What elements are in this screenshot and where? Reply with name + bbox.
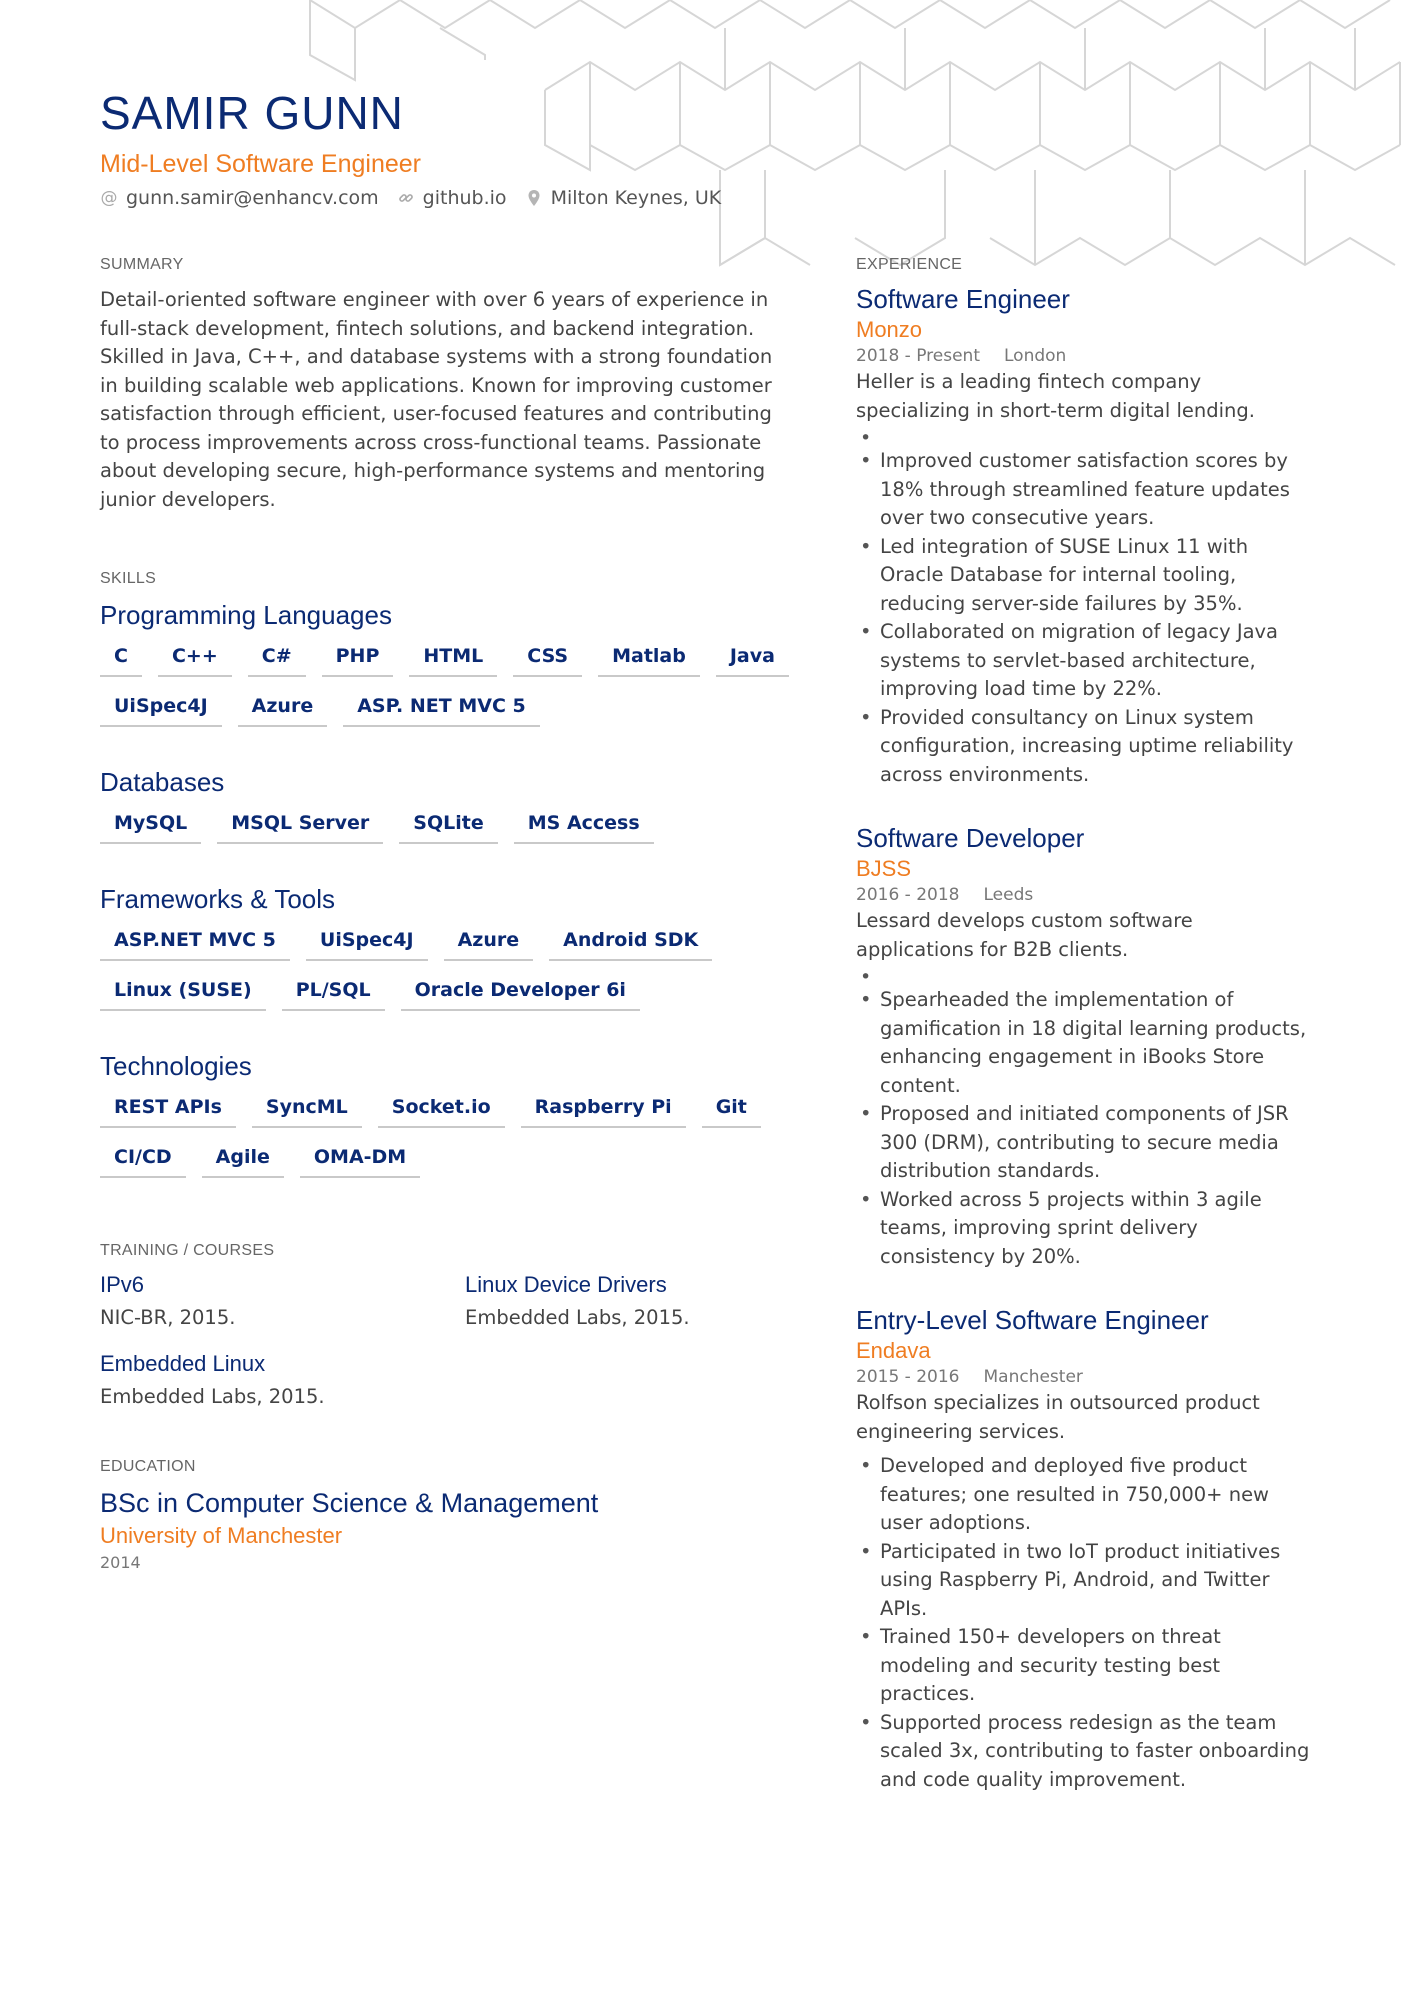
- skill-tag: PL/SQL: [282, 979, 385, 1011]
- course-item: [100, 1272, 465, 1329]
- job-meta: [856, 1367, 1316, 1387]
- job-location: London: [1004, 346, 1067, 366]
- skill-group-databases: [100, 767, 790, 844]
- skill-tags: [100, 929, 790, 1011]
- course-title: IPv6: [100, 1272, 145, 1297]
- education-section: [100, 1458, 790, 1572]
- education-school: University of Manchester: [100, 1523, 343, 1548]
- skill-tag: CI/CD: [100, 1146, 186, 1178]
- job-description: Lessard develops custom software applications for B2B clients.: [856, 909, 1193, 961]
- education-heading: EDUCATION: [100, 1458, 196, 1475]
- skill-tag: UiSpec4J: [100, 695, 222, 727]
- course-title: Embedded Linux: [100, 1351, 266, 1376]
- job-bullets: [856, 447, 1316, 789]
- skill-tag: MySQL: [100, 812, 201, 844]
- job-entry: [856, 284, 1316, 789]
- job-meta: [856, 346, 1316, 366]
- skill-tag: Java: [716, 645, 789, 677]
- job-bullet: • Provided consultancy on Linux system configuration, increasing uptime reliability across environments.: [856, 704, 1316, 790]
- skill-tags: [100, 812, 790, 844]
- training-section: [100, 1242, 790, 1408]
- job-bullet: • Led integration of SUSE Linux 11 with Oracle Database for internal tooling, reducing server-side failures by 35%.: [856, 533, 1316, 619]
- skill-tag: Azure: [238, 695, 328, 727]
- contact-info: [100, 187, 721, 209]
- contact-location: [525, 187, 722, 209]
- skill-tags: [100, 1096, 790, 1178]
- candidate-name: SAMIR GUNN: [100, 87, 404, 139]
- job-title: Entry-Level Software Engineer: [856, 1305, 1209, 1335]
- skill-tags: [100, 645, 790, 727]
- job-bullets: [856, 1452, 1316, 1794]
- skill-tag: OMA-DM: [300, 1146, 420, 1178]
- skill-group-title: Frameworks & Tools: [100, 884, 336, 914]
- skill-tag: UiSpec4J: [306, 929, 428, 961]
- skill-tag: C#: [248, 645, 306, 677]
- skill-group-title: Databases: [100, 767, 225, 797]
- contact-email[interactable]: [100, 187, 379, 209]
- skill-group-technologies: [100, 1051, 790, 1178]
- skill-group-programming-languages: [100, 600, 790, 727]
- skills-heading: SKILLS: [100, 570, 157, 587]
- summary-text: Detail-oriented software engineer with over 6 years of experience in full-stack development, fintech solutions, and backend integration. Skilled in Java, C++, and database systems with a strong foundation in building scalable web applications. Known for improving customer satisfaction through efficient, user-focused features and contributing to process improvements across cross-functional teams. Passionate about developing secure, high-performance systems and mentoring junior developers.: [100, 288, 773, 511]
- skill-tag: MSQL Server: [217, 812, 383, 844]
- job-location: Manchester: [983, 1367, 1083, 1387]
- skill-tag: C++: [158, 645, 232, 677]
- job-title: Software Developer: [856, 823, 1085, 853]
- skill-tag: Agile: [202, 1146, 284, 1178]
- skill-tag: Oracle Developer 6i: [401, 979, 640, 1011]
- skill-group-title: Programming Languages: [100, 600, 392, 630]
- skill-tag: PHP: [322, 645, 394, 677]
- skill-tag: Azure: [444, 929, 534, 961]
- job-bullet: • Proposed and initiated components of JSR 300 (DRM), contributing to secure media distribution standards.: [856, 1100, 1316, 1186]
- skill-tag: ASP.NET MVC 5: [100, 929, 290, 961]
- skill-tag: Socket.io: [378, 1096, 505, 1128]
- training-list: [100, 1272, 790, 1408]
- job-bullet: • Spearheaded the implementation of gamification in 18 digital learning products, enhancing engagement in iBooks Store content.: [856, 986, 1316, 1100]
- job-bullet: • Worked across 5 projects within 3 agile teams, improving sprint delivery consistency by 20%.: [856, 1186, 1316, 1272]
- bullet-marker: [856, 433, 1316, 447]
- bullet-marker: [856, 972, 1316, 986]
- skill-tag: SyncML: [252, 1096, 362, 1128]
- skill-tag: CSS: [513, 645, 582, 677]
- skill-tag: C: [100, 645, 142, 677]
- course-item: [100, 1351, 465, 1408]
- job-bullet: • Improved customer satisfaction scores by 18% through streamlined feature updates over two consecutive years.: [856, 447, 1316, 533]
- education-degree: BSc in Computer Science & Management: [100, 1488, 599, 1518]
- left-column: [100, 256, 790, 1572]
- skills-section: [100, 570, 790, 1178]
- skill-tag: Linux (SUSE): [100, 979, 266, 1011]
- contact-website-text: github.io: [422, 187, 507, 209]
- contact-location-text: Milton Keynes, UK: [550, 187, 722, 209]
- job-location: Leeds: [983, 885, 1034, 905]
- job-entry: [856, 823, 1316, 1271]
- link-icon: [397, 190, 415, 206]
- skill-tag: ASP. NET MVC 5: [343, 695, 540, 727]
- job-dates: 2018 - Present: [856, 346, 980, 366]
- job-bullet: • Collaborated on migration of legacy Java systems to servlet-based architecture, improving load time by 22%.: [856, 618, 1316, 704]
- skill-group-title: Technologies: [100, 1051, 252, 1081]
- skill-tag: SQLite: [399, 812, 497, 844]
- summary-heading: SUMMARY: [100, 256, 184, 273]
- job-bullets: [856, 986, 1316, 1271]
- skill-tag: Raspberry Pi: [521, 1096, 686, 1128]
- course-title: Linux Device Drivers: [465, 1272, 667, 1297]
- job-meta: [856, 885, 1316, 905]
- course-provider: Embedded Labs, 2015.: [465, 1306, 690, 1329]
- course-provider: NIC-BR, 2015.: [100, 1306, 236, 1329]
- candidate-role: Mid-Level Software Engineer: [100, 150, 421, 178]
- job-description: Heller is a leading fintech company specializing in short-term digital lending.: [856, 370, 1255, 422]
- skill-tag: Git: [702, 1096, 761, 1128]
- experience-heading: EXPERIENCE: [856, 256, 963, 273]
- job-description: Rolfson specializes in outsourced product engineering services.: [856, 1391, 1260, 1443]
- job-company: BJSS: [856, 856, 912, 881]
- course-provider: Embedded Labs, 2015.: [100, 1385, 325, 1408]
- job-dates: 2016 - 2018: [856, 885, 960, 905]
- job-title: Software Engineer: [856, 284, 1070, 314]
- job-company: Endava: [856, 1338, 931, 1363]
- education-year: 2014: [100, 1553, 141, 1572]
- location-pin-icon: [525, 189, 543, 207]
- job-entry: [856, 1305, 1316, 1794]
- skill-tag: REST APIs: [100, 1096, 236, 1128]
- job-bullet: • Developed and deployed five product features; one resulted in 750,000+ new user adoptions.: [856, 1452, 1316, 1538]
- skill-group-frameworks-tools: [100, 884, 790, 1011]
- job-bullet: • Supported process redesign as the team scaled 3x, contributing to faster onboarding and code quality improvement.: [856, 1709, 1316, 1795]
- course-item: [465, 1272, 790, 1329]
- summary-section: [100, 256, 790, 514]
- skill-tag: Android SDK: [549, 929, 712, 961]
- job-bullet: • Participated in two IoT product initiatives using Raspberry Pi, Android, and Twitter APIs.: [856, 1538, 1316, 1624]
- skill-tag: HTML: [409, 645, 497, 677]
- training-heading: TRAINING / COURSES: [100, 1242, 275, 1259]
- skill-tag: MS Access: [514, 812, 654, 844]
- right-column: [856, 256, 1316, 1828]
- skill-tag: Matlab: [598, 645, 700, 677]
- contact-email-text: gunn.samir@enhancv.com: [126, 187, 379, 209]
- contact-website[interactable]: [397, 187, 507, 209]
- job-bullet: • Trained 150+ developers on threat modeling and security testing best practices.: [856, 1623, 1316, 1709]
- job-dates: 2015 - 2016: [856, 1367, 960, 1387]
- job-company: Monzo: [856, 317, 923, 342]
- at-icon: @: [100, 188, 118, 208]
